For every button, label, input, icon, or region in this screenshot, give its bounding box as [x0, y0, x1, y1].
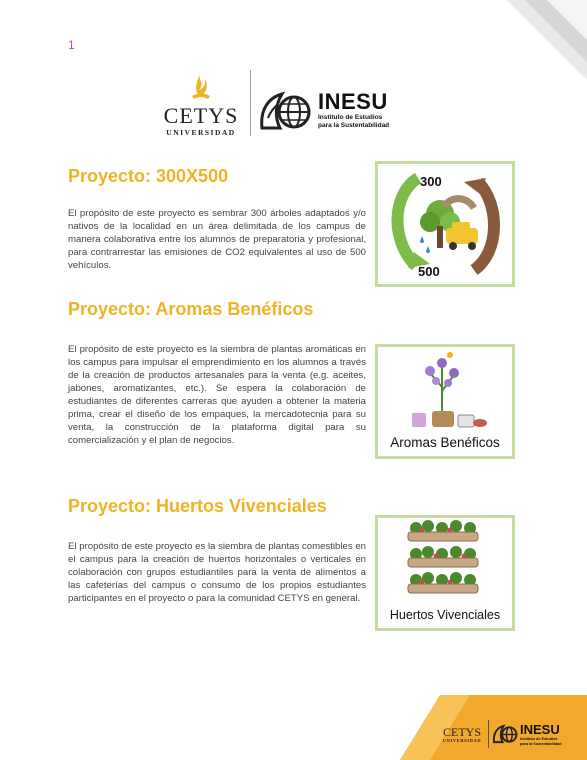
image-huertos: [375, 515, 515, 631]
image-aromas: [375, 344, 515, 459]
page-number: 1: [68, 38, 75, 52]
footer-inesu-subtitle-line2: para la Sustentabilidad: [520, 741, 562, 746]
page-corner-decoration: [507, 0, 587, 80]
footer-inesu-subtitle-line1: Instituto de Estudios: [520, 737, 558, 741]
flame-icon: [188, 70, 214, 102]
inesu-subtitle-line2: para la Sustentabilidad: [318, 122, 390, 129]
cetys-subtitle: UNIVERSIDAD: [166, 128, 236, 137]
image-300x500: [375, 161, 515, 287]
section-title-300x500: Proyecto: 300X500: [68, 166, 229, 186]
image-label-300: 300: [420, 174, 442, 189]
section-body-huertos: El propósito de este proyecto es la siembra de plantas comestibles en el campus para la creación de huertos horizontales o verticales en colaboración con grupos estudiantiles para la venta de alimentos a las cafeterías del campus o consumo de los propios estudiantes participantes en el proyecto o para la comunidad CETYS en general.: [68, 541, 366, 604]
footer-cetys-logo: [440, 718, 484, 743]
inesu-subtitle-line1: Instituto de Estudios: [318, 114, 383, 121]
cetys-name: CETYS: [163, 103, 239, 128]
logo-divider: [250, 70, 251, 136]
header-logos: [160, 68, 420, 140]
inesu-name: INESU: [318, 89, 388, 114]
aromatic-plants-illustration: [378, 347, 512, 433]
footer-inesu-subtitle: [520, 737, 562, 746]
vertical-garden-illustration: [378, 518, 512, 604]
footer-inesu-name: INESU: [520, 722, 560, 737]
footer-cetys-name: CETYS: [442, 725, 481, 739]
tree-car-cycle-illustration: [378, 164, 512, 284]
section-body-aromas: El propósito de este proyecto es la siembra de plantas aromáticas en los campus para impulsar el emprendimiento en los alumnos a través de la creación de productos artesanales para la venta (e.g. aceites, jabones, aromatizantes, etc.). Se espera la colaboración de estudiantes de diferentes carreras que ayuden a obtener la materia prima, crear el diseño de los empaques, la mercadotecnia para su venta, la construcción de la plataforma digital para su comercialización y el plan de negocios.: [68, 344, 366, 446]
footer-cetys-subtitle: UNIVERSIDAD: [442, 738, 482, 743]
image-caption-aromas: Aromas Benéficos: [390, 435, 500, 450]
footer-logos: [440, 718, 587, 750]
inesu-subtitle: [318, 114, 389, 130]
footer-logo-divider: [488, 720, 489, 748]
section-body-300x500: El propósito de este proyecto es sembrar 300 árboles adaptados y/o nativos de la localidad en un área delimitada de los campus de manera colaborativa entre los alumnos de preparatoria y profesional, para contrarrestar las emisiones de CO2 equivalentes al uso de 500 vehículos.: [68, 208, 366, 271]
image-label-500: 500: [418, 264, 440, 279]
image-caption-huertos: Huertos Vivenciales: [389, 608, 501, 622]
leaf-globe-icon: [258, 88, 312, 134]
footer-leaf-globe-icon: [492, 723, 518, 745]
section-title-aromas: Proyecto: Aromas Benéficos: [68, 299, 314, 319]
cetys-logo: [160, 68, 242, 140]
section-title-huertos: Proyecto: Huertos Vivenciales: [68, 496, 327, 516]
